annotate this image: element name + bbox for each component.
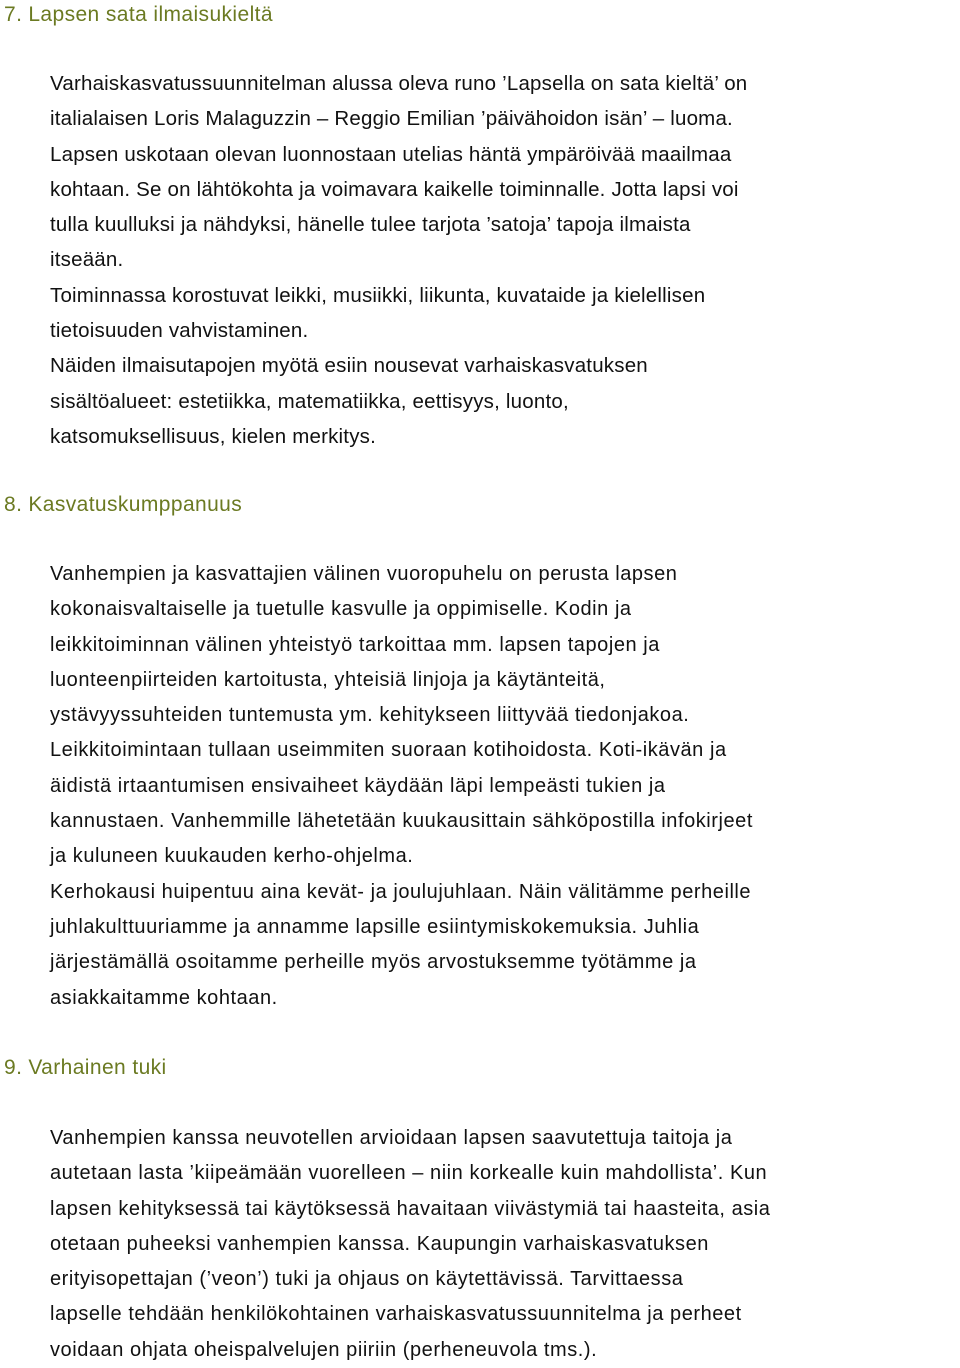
body-line: sisältöalueet: estetiikka, matematiikka, eettisyys, luonto, [50, 389, 569, 413]
section-body [50, 1121, 955, 1368]
body-line: tietoisuuden vahvistaminen. [50, 319, 309, 343]
body-line: italialaisen Loris Malaguzzin – Reggio Emilian ’päivähoidon isän’ – luoma. [50, 107, 733, 131]
body-line: tulla kuulluksi ja nähdyksi, hänelle tulee tarjota ’satoja’ tapoja ilmaista [50, 213, 691, 237]
body-line: juhlakulttuuriamme ja annamme lapsille esiintymiskokemuksia. Juhlia [50, 915, 700, 938]
body-line: voidaan ohjata oheispalvelujen piiriin (perheneuvola tms.). [50, 1338, 598, 1361]
body-line: järjestämällä osoitamme perheille myös arvostuksemme työtämme ja [50, 951, 697, 974]
body-line: Vanhempien kanssa neuvotellen arvioidaan lapsen saavutettuja taitoja ja [50, 1127, 733, 1149]
section-heading [4, 1053, 167, 1083]
body-line: Näiden ilmaisutapojen myötä esiin nousevat varhaiskasvatuksen [50, 354, 648, 378]
body-line: asiakkaitamme kohtaan. [50, 986, 278, 1009]
section-number: 8. [4, 493, 23, 516]
section-number: 9. [4, 1056, 23, 1079]
body-line: äidistä irtaantumisen ensivaiheet käydään läpi lempeästi tukien ja [50, 774, 666, 797]
body-line: ystävyyssuhteiden tuntemusta ym. kehitykseen liittyvää tiedonjakoa. [50, 704, 690, 727]
body-line: kokonaisvaltaiselle ja tuetulle kasvulle ja oppimiselle. Kodin ja [50, 598, 632, 621]
body-line: luonteenpiirteiden kartoitusta, yhteisiä linjoja ja käytänteitä, [50, 668, 606, 691]
body-line: Kerhokausi huipentuu aina kevät- ja joulujuhlaan. Näin välitämme perheille [50, 880, 752, 903]
body-line: Lapsen uskotaan olevan luonnostaan utelias häntä ympäröivää maailmaa [50, 142, 732, 166]
section-number: 7. [4, 3, 23, 26]
section-title: Kasvatuskumppanuus [28, 493, 243, 516]
section-body [50, 66, 955, 454]
body-line: katsomuksellisuus, kielen merkitys. [50, 424, 376, 448]
body-line: lapsen kehityksessä tai käytöksessä havaitaan viivästymiä tai haasteita, asia [50, 1197, 771, 1220]
body-line: Leikkitoimintaan tullaan useimmiten suoraan kotihoidosta. Koti-ikävän ja [50, 739, 727, 762]
body-line: Toiminnassa korostuvat leikki, musiikki, liikunta, kuvataide ja kielellisen [50, 283, 706, 307]
body-line: ja kuluneen kuukauden kerho-ohjelma. [50, 845, 414, 868]
body-line: kannustaen. Vanhemmille lähetetään kuukausittain sähköpostilla infokirjeet [50, 810, 753, 833]
section-title: Lapsen sata ilmaisukieltä [28, 3, 273, 26]
section-body [50, 557, 955, 1016]
body-line: erityisopettajan (’veon’) tuki ja ohjaus on käytettävissä. Tarvittaessa [50, 1268, 684, 1291]
section-heading [4, 490, 242, 520]
body-line: kohtaan. Se on lähtökohta ja voimavara kaikelle toiminnalle. Jotta lapsi voi [50, 177, 739, 201]
body-line: otetaan puheeksi vanhempien kanssa. Kaupungin varhaiskasvatuksen [50, 1232, 709, 1255]
body-line: lapselle tehdään henkilökohtainen varhaiskasvatussuunnitelma ja perheet [50, 1303, 742, 1326]
body-line: Varhaiskasvatussuunnitelman alussa oleva runo ’Lapsella on sata kieltä’ on [50, 72, 748, 95]
body-line: leikkitoiminnan välinen yhteistyö tarkoittaa mm. lapsen tapojen ja [50, 633, 660, 656]
section-title: Varhainen tuki [28, 1056, 167, 1079]
body-line: itseään. [50, 248, 124, 272]
body-line: Vanhempien ja kasvattajien välinen vuoropuhelu on perusta lapsen [50, 563, 678, 585]
body-line: autetaan lasta ’kiipeämään vuorelleen – niin korkealle kuin mahdollista’. Kun [50, 1162, 768, 1185]
section-heading [4, 0, 273, 30]
